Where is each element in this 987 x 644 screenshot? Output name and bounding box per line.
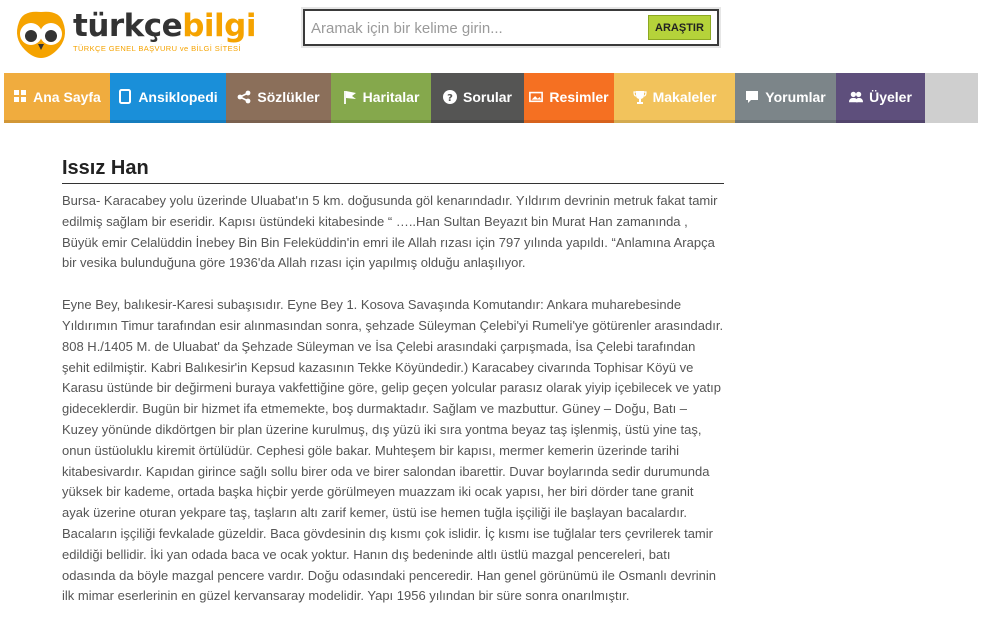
- main-navigation: [4, 73, 978, 123]
- article-title: Issız Han: [62, 155, 724, 184]
- article-paragraph-2: Eyne Bey, balıkesir-Karesi subaşısıdır. Eyne Bey 1. Kosova Savaşında Komutandır: Ankara muharebesinde Yıldırımın Timur tarafından esir alınmasından sonra, şehzade Süleyman Çelebi'yi Rumeli'ye götürenler arasındadır. 808 H./1405 M. de Uluabat' da Şehzade Süleyman ve İsa Çelebi arasındaki çarpışmada, İsa Çelebi tarafından şehit edilmiştir. Kabri Balıkesir'in Kepsud kazasının Tekke Köyündedir.) Karacabey civarında Tophisar Köyü ve Karasu üstünde bir değirmeni buraya vakfettiğine göre, gelip geçen yolcular parasız olarak yiyip içebilecek ve yatıp gideceklerdir. Bugün bir hizmet ifa etmemekte, boş durmaktadır. Sağlam ve mazbuttur. Güney – Doğu, Batı – Kuzey yönünde dikdörtgen bir plan üzerine kurulmuş, dış yüzü iki sıra yontma beyaz taş işlenmiş, üstü yine taş, onun üstüoluklu kiremit örtülüdür. Cephesi göle bakar. Muhteşem bir kapısı, mermer kemerin üzerinde tarihi kitabesivardır. Kapıdan girince sağlı sollu birer oda ve birer salondan ibarettir. Duvar boylarında sedir durumunda yüksek bir kademe, ortada başka hiçbir yerde görülmeyen muazzam iki ocak yapısı, her biri dörder tane granit ayak üzerine oturan yekpare taş, taşların altı zarif kemer, üstü ise hemen tuğla işçiliği ile başlayan bacalardır. Bacaların işçiliği fevkalade güzeldir. Baca gövdesinin dış kısmı çok islidir. İç kısmı ise tuğlalar ters çevrilerek tamir edildiği bellidir. İki yan odada baca ve ocak yoktur. Hanın dış bedeninde altlı üstlü mazgal pencereleri, batı odasında da böyle mazgal pencere vardır. Doğu odasındaki penceredir. Han genel görünümü ile Osmanlı devrinin ilk mimar eserlerinin en güzel kervansaray modelidir. Yapı 1956 yılından bir süre sonra onarılmıştır.: [62, 297, 724, 604]
- svg-text:?: ?: [447, 92, 453, 104]
- nav-item-resimler[interactable]: [524, 73, 614, 123]
- nav-item-ana-sayfa[interactable]: [4, 73, 110, 123]
- search-box: [303, 9, 719, 46]
- trophy-icon: [633, 90, 647, 104]
- logo-wordmark: türkçebilgi: [73, 8, 256, 44]
- search-button[interactable]: ARAŞTIR: [648, 15, 711, 40]
- nav-item-label: Ana Sayfa: [33, 88, 101, 105]
- nav-item-label: Haritalar: [362, 88, 420, 105]
- question-icon: [443, 90, 457, 104]
- logo-tagline: TÜRKÇE GENEL BAŞVURU ve BİLGİ SİTESİ: [73, 44, 241, 53]
- comment-icon: [745, 90, 759, 104]
- nav-item-yorumlar[interactable]: [735, 73, 836, 123]
- grid-icon: [13, 90, 27, 104]
- picture-icon: [529, 90, 543, 104]
- nav-item-haritalar[interactable]: [331, 73, 431, 123]
- nav-item-label: Makaleler: [652, 88, 717, 105]
- site-header: [0, 0, 987, 73]
- nav-item-label: Resimler: [549, 88, 609, 105]
- article: [62, 155, 724, 607]
- nav-item-sözlükler[interactable]: [226, 73, 331, 123]
- site-logo[interactable]: [13, 8, 256, 63]
- nav-item-label: Üyeler: [869, 88, 912, 105]
- nav-item-üyeler[interactable]: [836, 73, 925, 123]
- users-icon: [849, 90, 863, 104]
- nav-item-sorular[interactable]: [431, 73, 524, 123]
- nav-item-label: Ansiklopedi: [138, 88, 218, 105]
- tablet-icon: [118, 90, 132, 104]
- search-input[interactable]: [311, 17, 646, 39]
- nav-item-ansiklopedi[interactable]: [110, 73, 226, 123]
- nav-item-makaleler[interactable]: [614, 73, 735, 123]
- owl-logo-icon: [13, 8, 69, 60]
- flag-icon: [343, 90, 357, 104]
- nav-item-label: Sorular: [462, 88, 512, 105]
- nav-item-label: Yorumlar: [765, 88, 826, 105]
- nav-item-label: Sözlükler: [257, 88, 320, 105]
- article-paragraph-1: Bursa- Karacabey yolu üzerinde Uluabat'ın 5 km. doğusunda göl kenarındadır. Yıldırım devrinin metruk fakat tamir edilmiş sağlam bir eseridir. Kapısı üstündeki kitabesinde “ …..Han Sultan Beyazıt bin Murat Han zamanında , Büyük emir Celalüddin İnebey Bin Bin Feleküddin'in emri ile Allah rızası için 797 yılında yapıldı. “Anlamına Arapça bir vesika bulunduğuna göre 1936'da Allah rızası için yapılmış olduğu anlaşılıyor.: [62, 193, 718, 271]
- share-icon: [237, 90, 251, 104]
